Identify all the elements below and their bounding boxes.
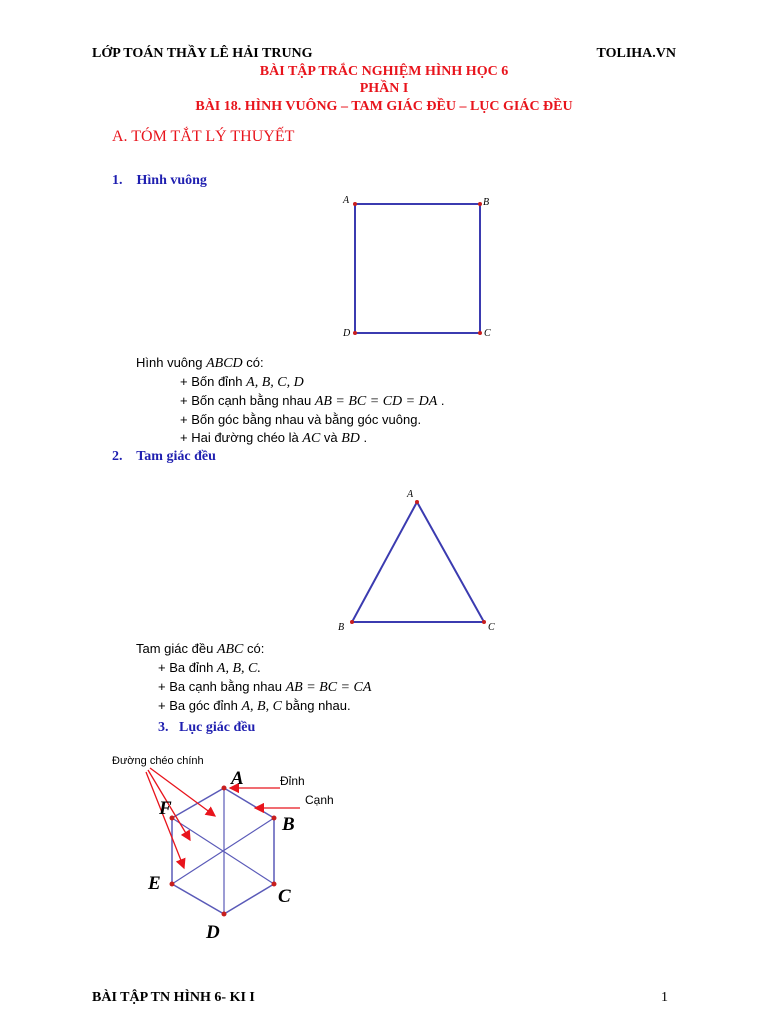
hexagon-diagonal-label: Đường chéo chính xyxy=(112,755,204,767)
square-intro: Hình vuông ABCD có: xyxy=(136,355,264,371)
triangle-properties xyxy=(136,640,371,716)
square-heading xyxy=(112,173,207,189)
triangle-heading-text: Tam giác đều xyxy=(136,449,216,464)
square-label-d: D xyxy=(343,328,351,339)
triangle-label-a: A xyxy=(407,489,414,500)
triangle-point-b xyxy=(350,620,354,624)
header-right: TOLIHA.VN xyxy=(596,46,676,61)
square-heading-text: Hình vuông xyxy=(136,173,207,188)
triangle-prop-2: + Ba cạnh bằng nhau AB = BC = CA xyxy=(158,679,372,695)
page-number: 1 xyxy=(661,990,668,1005)
hexagon-edge-label: Cạnh xyxy=(305,793,334,807)
square-prop-1: + Bốn đỉnh A, B, C, D xyxy=(180,374,304,390)
triangle-prop-3: + Ba góc đỉnh A, B, C bằng nhau. xyxy=(158,698,351,714)
square-point-a xyxy=(353,202,357,206)
doc-title: BÀI TẬP TRẮC NGHIỆM HÌNH HỌC 6 xyxy=(259,64,509,79)
hexagon-point-e xyxy=(170,882,175,887)
triangle-label-b: B xyxy=(338,622,345,633)
square-prop-2: + Bốn cạnh bằng nhau AB = BC = CD = DA . xyxy=(180,393,445,409)
square-figure xyxy=(330,190,510,340)
square-prop-4: + Hai đường chéo là AC và BD . xyxy=(180,430,368,446)
triangle-intro: Tam giác đều ABC có: xyxy=(136,641,265,657)
hexagon-point-d xyxy=(222,912,227,917)
triangle-heading-num: 2. xyxy=(112,449,123,464)
header-left: LỚP TOÁN THẦY LÊ HẢI TRUNG xyxy=(92,46,313,61)
hexagon-vertex-label: Đỉnh xyxy=(280,774,305,788)
triangle-label-c: C xyxy=(488,622,495,633)
triangle-shape xyxy=(352,502,484,622)
footer-left: BÀI TẬP TN HÌNH 6- KI I xyxy=(92,990,255,1005)
hexagon-label-f: F xyxy=(159,798,172,819)
square-label-a: A xyxy=(343,195,350,206)
square-label-c: C xyxy=(484,328,491,339)
square-prop-3: + Bốn góc bằng nhau và bằng góc vuông. xyxy=(180,412,422,427)
triangle-point-c xyxy=(482,620,486,624)
hexagon-label-d: D xyxy=(206,922,220,943)
section-a-heading xyxy=(112,128,294,146)
hexagon-point-a xyxy=(222,786,227,791)
hexagon-heading xyxy=(158,720,255,736)
triangle-figure xyxy=(330,482,510,637)
hexagon-label-b: B xyxy=(282,814,295,835)
triangle-prop-1: + Ba đỉnh A, B, C. xyxy=(158,660,261,676)
lesson-title: BÀI 18. HÌNH VUÔNG – TAM GIÁC ĐỀU – LỤC GIÁC ĐỀU xyxy=(195,99,573,114)
hexagon-label-a: A xyxy=(231,768,244,789)
square-label-b: B xyxy=(483,197,490,208)
square-point-b xyxy=(478,202,482,206)
hexagon-figure xyxy=(100,748,340,948)
hexagon-point-c xyxy=(272,882,277,887)
hexagon-point-b xyxy=(272,816,277,821)
triangle-point-a xyxy=(415,500,419,504)
doc-part: PHẦN I xyxy=(359,81,409,96)
square-point-c xyxy=(478,331,482,335)
square-point-d xyxy=(353,331,357,335)
triangle-heading xyxy=(112,449,216,465)
hexagon-label-e: E xyxy=(148,873,161,894)
hexagon-heading-num: 3. xyxy=(158,720,169,735)
square-heading-num: 1. xyxy=(112,173,123,188)
square-properties xyxy=(136,354,445,448)
section-a-text: TÓM TẮT LÝ THUYẾT xyxy=(131,128,295,145)
hexagon-heading-text: Lục giác đều xyxy=(179,720,256,735)
hexagon-label-c: C xyxy=(278,886,291,907)
square-shape xyxy=(355,204,480,333)
section-a-letter: A. xyxy=(112,128,128,145)
